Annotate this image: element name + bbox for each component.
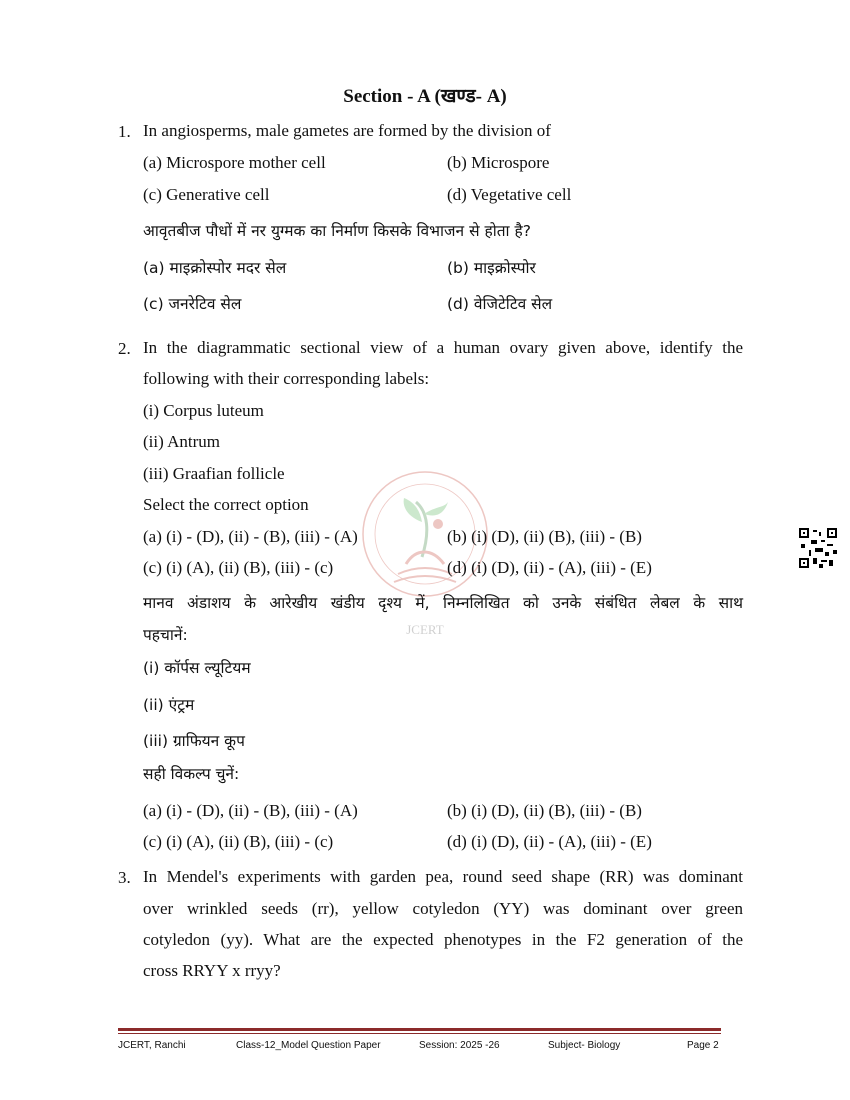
- q1-option-a: (a) Microspore mother cell: [143, 153, 326, 172]
- q2-hindi-select-prompt: सही विकल्प चुनें:: [143, 765, 240, 783]
- question-2-text-line-2: following with their corresponding labels:: [143, 369, 430, 388]
- footer-org: JCERT, Ranchi: [118, 1040, 186, 1051]
- question-3-line-2: over wrinkled seeds (rr), yellow cotyledon (YY) was dominant over green: [143, 899, 743, 918]
- q2-item-iii: (iii) Graafian follicle: [143, 464, 285, 483]
- jcert-watermark-logo: [358, 462, 492, 642]
- qr-code: [799, 528, 837, 568]
- question-2-text-line-1: In the diagrammatic sectional view of a human ovary given above, identify the: [143, 338, 743, 357]
- footer-rule-thin: [118, 1033, 721, 1034]
- footer-paper: Class-12_Model Question Paper: [236, 1040, 381, 1051]
- question-3-line-1: In Mendel's experiments with garden pea, round seed shape (RR) was dominant: [143, 867, 743, 886]
- q2-select-prompt: Select the correct option: [143, 495, 309, 514]
- watermark-label: JCERT: [406, 622, 444, 637]
- q1-option-c: (c) Generative cell: [143, 185, 270, 204]
- section-title: Section - A (खण्ड- A): [343, 86, 507, 107]
- q1-hindi-option-d: (d) वेजिटेटिव सेल: [447, 295, 553, 313]
- q2-option-a: (a) (i) - (D), (ii) - (B), (iii) - (A): [143, 527, 358, 546]
- q1-option-d: (d) Vegetative cell: [447, 185, 572, 204]
- q2-option-b: (b) (i) (D), (ii) (B), (iii) - (B): [447, 527, 642, 546]
- question-2-number: 2.: [118, 339, 131, 358]
- q2-option-d: (d) (i) (D), (ii) - (A), (iii) - (E): [447, 558, 652, 577]
- question-2-hindi-line-1: मानव अंडाशय के आरेखीय खंडीय दृश्य में, निम्नलिखित को उनके संबंधित लेबल के साथ: [143, 594, 743, 612]
- question-1-text: In angiosperms, male gametes are formed by the division of: [143, 121, 551, 140]
- q2-hindi-option-b: (b) (i) (D), (ii) (B), (iii) - (B): [447, 801, 642, 820]
- q2-hindi-item-i: (i) कॉर्पस ल्यूटियम: [143, 659, 251, 677]
- question-1-hindi-text: आवृतबीज पौधों में नर युग्मक का निर्माण किसके विभाजन से होता है?: [143, 222, 531, 240]
- q2-hindi-option-d: (d) (i) (D), (ii) - (A), (iii) - (E): [447, 832, 652, 851]
- q2-hindi-item-ii: (ii) एंट्रम: [143, 696, 195, 714]
- question-3-line-3: cotyledon (yy). What are the expected phenotypes in the F2 generation of the: [143, 930, 743, 949]
- q2-item-i: (i) Corpus luteum: [143, 401, 264, 420]
- q1-hindi-option-a: (a) माइक्रोस्पोर मदर सेल: [143, 259, 287, 277]
- footer-session: Session: 2025 -26: [419, 1040, 500, 1051]
- q2-hindi-option-c: (c) (i) (A), (ii) (B), (iii) - (c): [143, 832, 334, 851]
- question-1-number: 1.: [118, 122, 131, 141]
- q1-option-b: (b) Microspore: [447, 153, 550, 172]
- q2-item-ii: (ii) Antrum: [143, 432, 220, 451]
- question-3-number: 3.: [118, 868, 131, 887]
- question-2-hindi-line-2: पहचानें:: [143, 626, 188, 644]
- footer-page: Page 2: [687, 1040, 719, 1051]
- q2-hindi-option-a: (a) (i) - (D), (ii) - (B), (iii) - (A): [143, 801, 358, 820]
- q1-hindi-option-b: (b) माइक्रोस्पोर: [447, 259, 536, 277]
- q2-option-c: (c) (i) (A), (ii) (B), (iii) - (c): [143, 558, 334, 577]
- footer-subject: Subject- Biology: [548, 1040, 621, 1051]
- q2-hindi-item-iii: (iii) ग्राफियन कूप: [143, 732, 245, 750]
- q1-hindi-option-c: (c) जनरेटिव सेल: [143, 295, 242, 313]
- question-3-line-4: cross RRYY x rryy?: [143, 961, 281, 980]
- footer-rule-thick: [118, 1028, 721, 1031]
